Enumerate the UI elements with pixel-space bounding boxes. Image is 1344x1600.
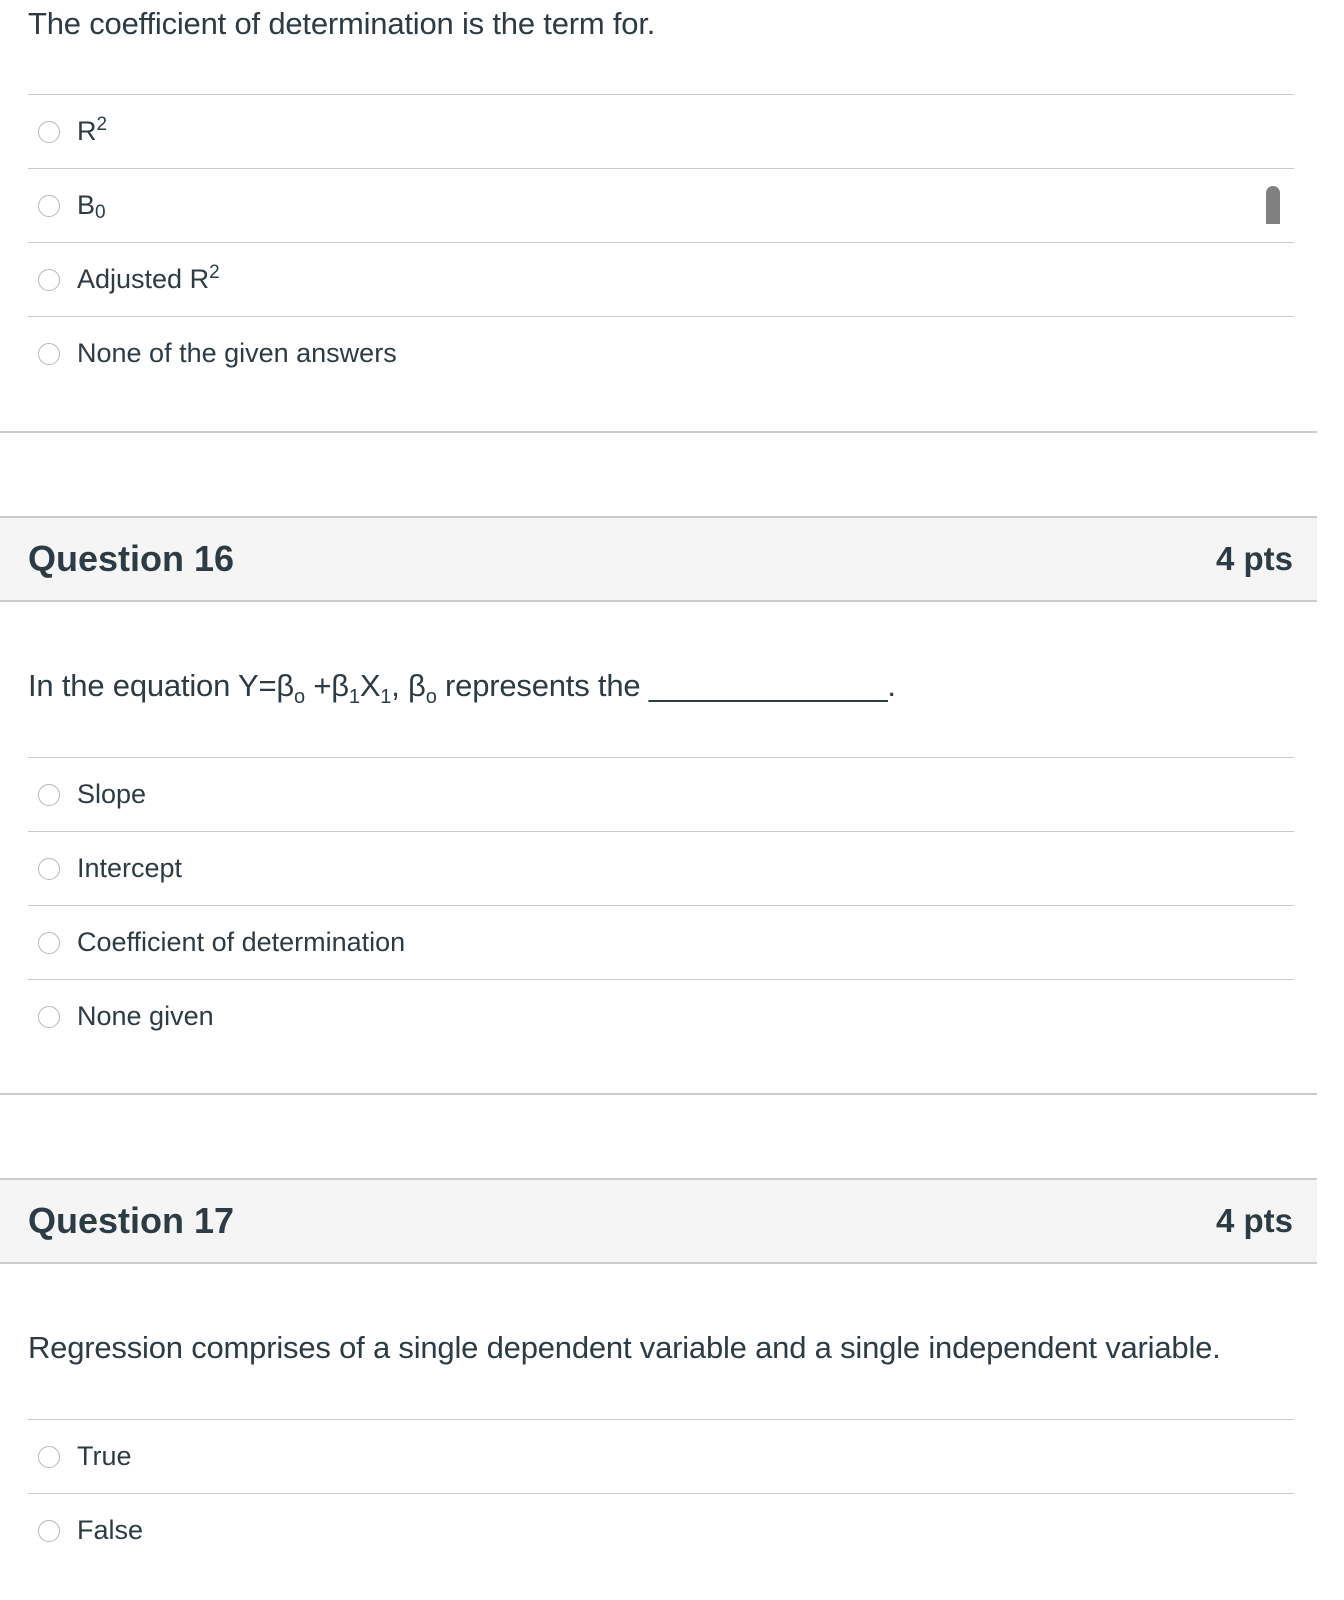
radio-button[interactable] — [38, 1006, 60, 1028]
question-16-answers — [28, 757, 1294, 1053]
question-16-text: In the equation $Y=\beta_o +\beta_1X_1$, $\beta_o$ represents the ______________. — [28, 668, 896, 708]
radio-button[interactable] — [38, 1446, 60, 1468]
answer-label: $R^2$ — [77, 114, 108, 146]
answer-label: $B_0$ — [77, 190, 106, 223]
radio-button[interactable] — [38, 121, 60, 143]
answer-label: None given — [77, 1001, 214, 1031]
answer-option[interactable] — [28, 242, 1294, 316]
question-divider — [0, 431, 1317, 433]
answer-option[interactable] — [28, 905, 1294, 979]
question-points: 4 pts — [1215, 1202, 1293, 1239]
answer-option[interactable] — [28, 1493, 1294, 1567]
radio-button[interactable] — [38, 858, 60, 880]
question-title: Question 16 — [28, 538, 235, 579]
radio-button[interactable] — [38, 269, 60, 291]
radio-button[interactable] — [38, 195, 60, 217]
answer-option[interactable] — [28, 831, 1294, 905]
question-title: Question 17 — [28, 1200, 235, 1241]
answer-option[interactable] — [28, 979, 1294, 1053]
answer-label: Adjusted $R^2$ — [77, 262, 220, 294]
radio-button[interactable] — [38, 343, 60, 365]
answer-option[interactable] — [28, 94, 1294, 168]
answer-option[interactable] — [28, 757, 1294, 831]
question-15-text: The coefficient of determination is the term for. — [28, 6, 656, 41]
answer-label: Slope — [77, 779, 147, 809]
answer-label: Coefficient of determination — [77, 927, 406, 957]
answer-label: False — [77, 1515, 144, 1545]
answer-label: None of the given answers — [77, 338, 397, 368]
answer-option[interactable] — [28, 316, 1294, 390]
question-divider — [0, 1093, 1317, 1095]
answer-label: Intercept — [77, 853, 183, 883]
question-17-header — [0, 1178, 1317, 1264]
answer-option[interactable] — [28, 168, 1294, 242]
radio-button[interactable] — [38, 784, 60, 806]
question-17-text: Regression comprises of a single dependent variable and a single independent variable. — [28, 1330, 1221, 1365]
answer-label: True — [77, 1441, 132, 1471]
radio-button[interactable] — [38, 932, 60, 954]
question-points: 4 pts — [1215, 540, 1293, 577]
question-17-answers — [28, 1419, 1294, 1567]
question-16-header — [0, 516, 1317, 602]
question-15-answers — [28, 94, 1294, 390]
scrollbar-thumb[interactable] — [1266, 186, 1280, 224]
radio-button[interactable] — [38, 1520, 60, 1542]
answer-option[interactable] — [28, 1419, 1294, 1493]
